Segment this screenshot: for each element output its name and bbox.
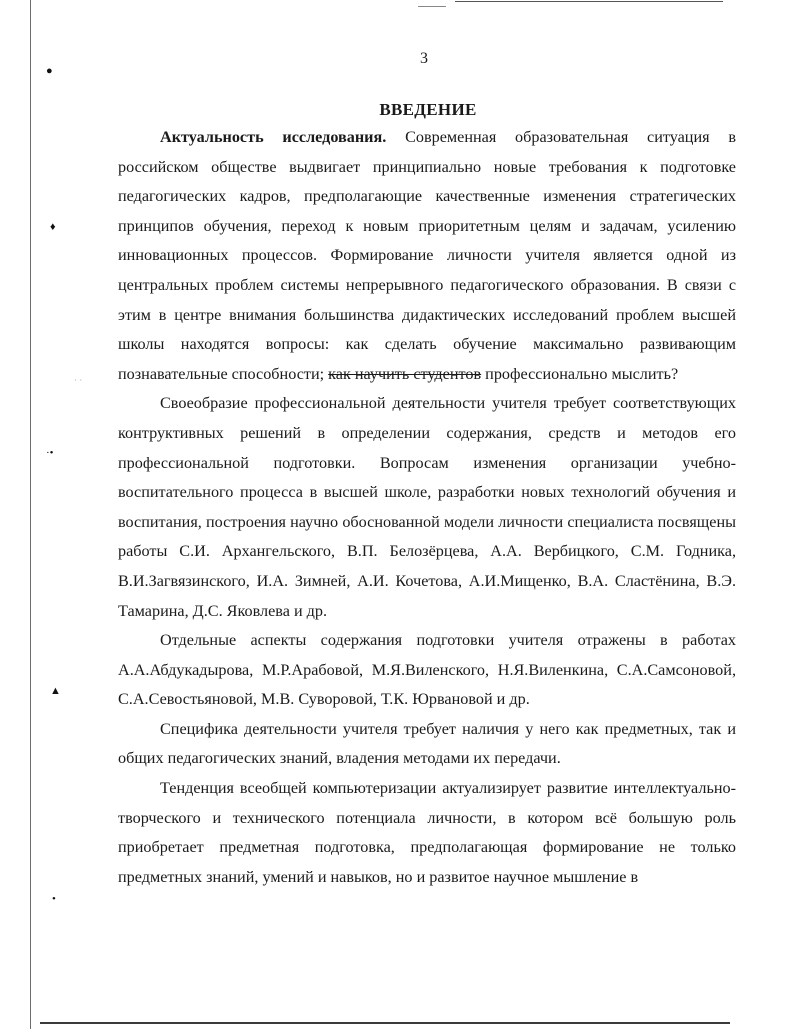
bold-lead: Актуальность исследования. — [160, 128, 387, 146]
binding-hole-mark: • — [52, 893, 56, 905]
paragraph: Своеобразие профессиональной деятельности учителя требует соответствующих контруктивных решений в определении содержания, средств и методов его профессиональной подготовки. Вопросам изменения организации учебно-воспитательного процесса в высшей школе, разработки новых технологий обучения и воспитания, построения научно обоснованной модели личности специалиста посвящены работы С.И. Архангельского, В.П. Белозёрцева, А.А. Вербицкого, С.М. Годника, В.И.Загвязинского, И.А. Зимней, А.И. Кочетова, А.И.Мищенко, В.А. Сластёнина, В.Э. Тамарина, Д.С. Яковлева и др. — [118, 394, 736, 620]
binding-hole-mark: ·• — [46, 447, 54, 459]
scan-dust: · · — [74, 375, 83, 385]
scan-edge-top — [455, 1, 723, 2]
binding-hole-mark: ● — [46, 65, 53, 77]
section-heading: ВВЕДЕНИЕ — [379, 100, 477, 119]
binding-hole-mark: ♦ — [50, 221, 56, 233]
paragraph: Тенденция всеобщей компьютеризации актуализирует развитие интеллектуально-творческого и технического потенциала личности, в котором всё большую роль приобретает предметная подготовка, предполагающая формирование не только предметных знаний, умений и навыков, но и развитое научное мышление в — [118, 779, 736, 886]
paragraph: Актуальность исследования. Современная образовательная ситуация в российском обществе выдвигает принципиально новые требования к подготовке педагогических кадров, предполагающие качественные изменения стратегических принципов обучения, переход к новым приоритетным целям и задачам, усилению инновационных процессов. Формирование личности учителя является одной из центральных проблем системы непрерывного педагогического образования. В связи с этим в центре внимания большинства дидактических исследований проблем высшей школы находятся вопросы: как сделать обучение максимально развивающим познавательные способности; как научить студентов профессионально мыслить? — [118, 128, 736, 383]
scan-edge-top-short — [418, 6, 446, 7]
scan-edge-bottom — [40, 1022, 730, 1024]
paragraph: Специфика деятельности учителя требует наличия у него как предметных, так и общих педагогических знаний, владения методами их передачи. — [118, 719, 736, 768]
scan-edge-left — [30, 0, 31, 1029]
struck-text: как научить студентов — [328, 364, 482, 383]
binding-hole-mark: ▲ — [50, 685, 61, 697]
page-number: 3 — [420, 50, 428, 67]
document-body — [118, 123, 736, 892]
paragraph: Отдельные аспекты содержания подготовки учителя отражены в работах А.А.Абдукадырова, М.Р.Арабовой, М.Я.Виленского, Н.Я.Виленкина, С.А.Самсоновой, С.А.Севостьяновой, М.В. Суворовой, Т.К. Юрвановой и др. — [118, 631, 736, 709]
